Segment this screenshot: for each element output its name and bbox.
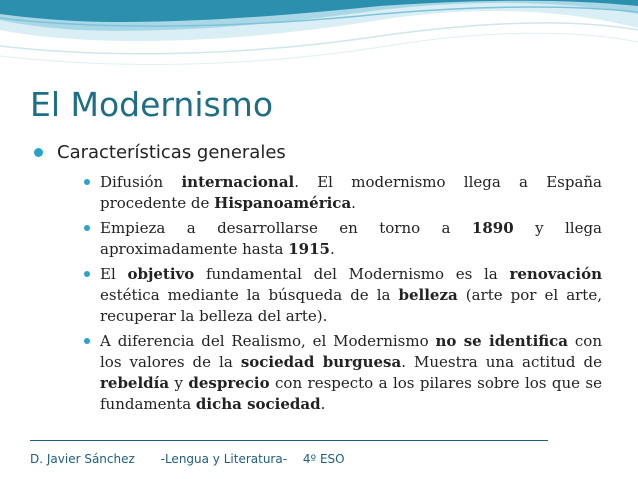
emphasized-text: rebeldía [100,374,170,392]
item-text: El [100,265,128,283]
emphasized-text: 1915 [288,240,330,258]
item-text: con los valores de la [100,332,602,371]
item-text: con respecto a los pilares sobre los que se fundamenta [100,374,602,413]
list-item [84,331,602,415]
footer [30,452,345,466]
emphasized-text: 1890 [471,219,514,237]
footer-divider [30,440,548,441]
header-wave-decoration [0,0,638,90]
item-text: y llega aproximadamente hasta [100,219,602,258]
item-text: y [169,374,189,392]
emphasized-text: no se identifica [435,332,569,350]
emphasized-text: objetivo [127,265,195,283]
bullet-icon [34,148,43,157]
bullet-icon [84,179,90,185]
item-text: . El modernismo llega a España procedente de [100,173,602,212]
item-text: fundamental del Modernismo es la [194,265,510,283]
item-text: . [351,194,356,212]
item-text: . [329,240,335,258]
list-item [84,218,602,260]
emphasized-text: sociedad burguesa [240,353,402,371]
footer-author: D. Javier Sánchez [30,452,135,466]
list-item [84,264,602,327]
footer-subject: -Lengua y Literatura- [160,452,288,466]
bullet-icon [84,225,90,231]
characteristics-list [84,172,602,419]
item-text: . Muestra una actitud de [401,353,602,371]
emphasized-text: internacional [181,173,295,191]
list-item [84,172,602,214]
emphasized-text: dicha sociedad [195,395,321,413]
bullet-icon [84,271,90,277]
emphasized-text: Hispanoamérica [214,194,352,212]
footer-grade: 4º ESO [302,452,345,466]
item-text: A diferencia del Realismo, el Modernismo [100,332,436,350]
item-text: (arte por el arte, recuperar la belleza del arte). [100,286,602,325]
item-text: Empieza a desarrollarse en torno a [100,219,472,237]
subtitle: Características generales [57,142,286,163]
item-text: estética mediante la búsqueda de la [100,286,399,304]
item-text: . [320,395,326,413]
bullet-icon [84,338,90,344]
emphasized-text: renovación [509,265,602,283]
level1-bullet-item [34,142,286,163]
emphasized-text: desprecio [188,374,270,392]
item-text: Difusión [100,173,182,191]
emphasized-text: belleza [398,286,458,304]
slide-title: El Modernismo [30,85,274,124]
